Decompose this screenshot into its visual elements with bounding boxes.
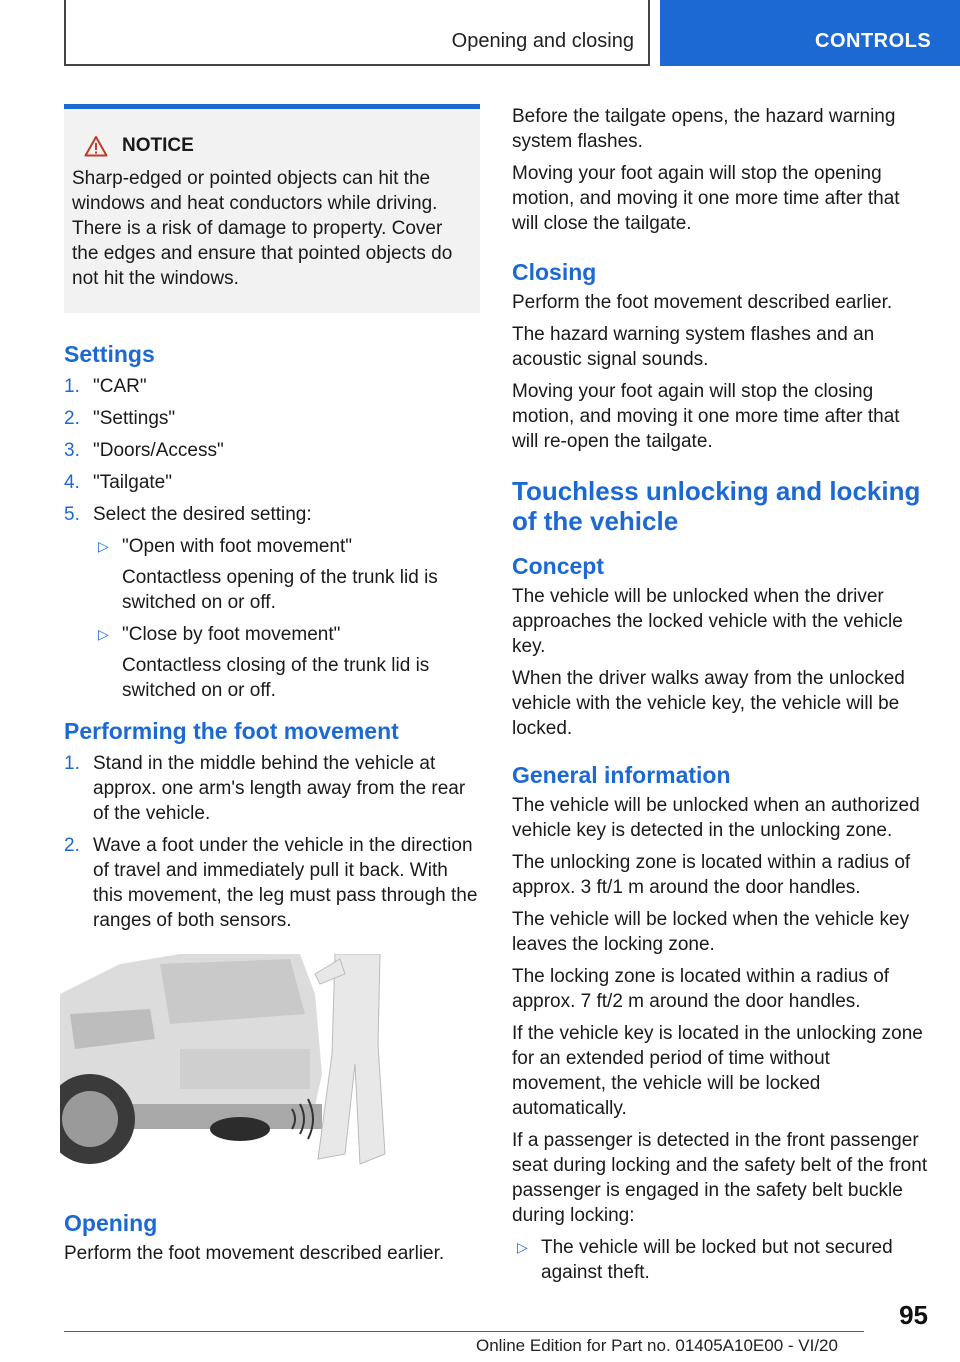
closing-paragraph: Moving your foot again will stop the closing motion, and moving it one more time after that will re-open the tailgate. bbox=[512, 381, 900, 452]
general-paragraph: The vehicle will be unlocked when an authorized vehicle key is detected in the unlocking zone. bbox=[512, 795, 920, 841]
list-item: 2. Wave a foot under the vehicle in the direction of travel and immediately pull it back. With this movement, the leg must pass through the ranges of both sensors. bbox=[64, 835, 478, 931]
footer-edition bbox=[476, 1336, 838, 1356]
warning-triangle-icon bbox=[84, 135, 108, 157]
list-item: ▷ "Close by foot movement" Contactless closing of the trunk lid is switched on or off. bbox=[93, 622, 480, 703]
notice-header bbox=[72, 133, 472, 158]
locking-bullets bbox=[512, 1235, 928, 1285]
closing-heading: Closing bbox=[512, 259, 597, 285]
general-paragraph: The unlocking zone is located within a radius of approx. 3 ft/1 m around the door handles. bbox=[512, 852, 911, 898]
list-item: 4. "Tailgate" bbox=[64, 472, 172, 493]
left-column bbox=[64, 104, 480, 1273]
general-paragraph: If the vehicle key is located in the unlocking zone for an extended period of time without movement, the vehicle will be locked automatically. bbox=[512, 1023, 923, 1119]
header-frame bbox=[64, 0, 650, 66]
touchless-heading: Touchless unlocking and locking of the vehicle bbox=[512, 476, 921, 536]
chapter-tab bbox=[660, 0, 960, 66]
general-paragraph: The vehicle will be locked when the vehicle key leaves the locking zone. bbox=[512, 909, 910, 955]
foot-movement-steps bbox=[64, 751, 480, 933]
general-paragraph: The locking zone is located within a radius of approx. 7 ft/2 m around the door handles. bbox=[512, 966, 890, 1012]
foot-movement-heading: Performing the foot movement bbox=[64, 718, 399, 744]
opening-paragraph: Moving your foot again will stop the opening motion, and moving it one more time after that will close the tailgate. bbox=[512, 163, 900, 234]
settings-steps bbox=[64, 374, 480, 703]
list-item: ▷ "Open with foot movement" Contactless opening of the trunk lid is switched on or off. bbox=[93, 534, 480, 615]
option-description: Contactless closing of the trunk lid is switched on or off. bbox=[122, 655, 430, 701]
concept-paragraph: The vehicle will be unlocked when the driver approaches the locked vehicle with the vehicle key. bbox=[512, 586, 903, 657]
settings-options bbox=[93, 534, 480, 703]
foot-movement-illustration bbox=[60, 954, 400, 1174]
footer-divider bbox=[64, 1331, 864, 1332]
section-title: Opening and closing bbox=[451, 30, 634, 52]
notice-title: NOTICE bbox=[122, 135, 194, 156]
list-item: 1. Stand in the middle behind the vehicle at approx. one arm's length away from the rear of the vehicle. bbox=[64, 753, 466, 824]
notice-box bbox=[64, 104, 480, 313]
closing-paragraph: The hazard warning system flashes and an acoustic signal sounds. bbox=[512, 324, 875, 370]
notice-body: Sharp-edged or pointed objects can hit the windows and heat conductors while driving. There is a risk of damage to property. Cover the edges and ensure that pointed objects do not hit the windows. bbox=[72, 168, 453, 289]
general-info-heading: General information bbox=[512, 762, 731, 788]
list-item: ▷ The vehicle will be locked but not secured against theft. bbox=[517, 1237, 893, 1283]
right-column bbox=[512, 104, 928, 1292]
list-item: 5. Select the desired setting: ▷ "Open with foot movement" Contactless opening of the trunk lid is switched on or off. ▷ "Close by foot movement" Contactless closing of the trunk lid is switched on or off. bbox=[64, 502, 480, 703]
list-item: 1. "CAR" bbox=[64, 376, 147, 397]
chapter-tab-label: CONTROLS bbox=[815, 30, 932, 52]
concept-heading: Concept bbox=[512, 553, 604, 579]
concept-paragraph: When the driver walks away from the unlocked vehicle with the vehicle key, the vehicle will be locked. bbox=[512, 668, 905, 739]
opening-paragraph: Perform the foot movement described earlier. bbox=[64, 1243, 445, 1264]
option-description: Contactless opening of the trunk lid is switched on or off. bbox=[122, 567, 438, 613]
triangle-right-icon: ▷ bbox=[517, 1239, 528, 1255]
opening-paragraph: Before the tailgate opens, the hazard warning system flashes. bbox=[512, 106, 896, 152]
triangle-right-icon: ▷ bbox=[98, 538, 109, 554]
general-paragraph: If a passenger is detected in the front passenger seat during locking and the safety belt of the front passenger is engaged in the safety belt buckle during locking: bbox=[512, 1130, 928, 1226]
page-number: 95 bbox=[899, 1300, 928, 1330]
list-item: 3. "Doors/Access" bbox=[64, 440, 224, 461]
list-item: 2. "Settings" bbox=[64, 408, 176, 429]
settings-heading: Settings bbox=[64, 341, 155, 367]
edition-text: Online Edition for Part no. 01405A10E00 - VI/20 bbox=[476, 1336, 838, 1355]
opening-heading: Opening bbox=[64, 1210, 158, 1236]
triangle-right-icon: ▷ bbox=[98, 626, 109, 642]
closing-paragraph: Perform the foot movement described earlier. bbox=[512, 292, 893, 313]
